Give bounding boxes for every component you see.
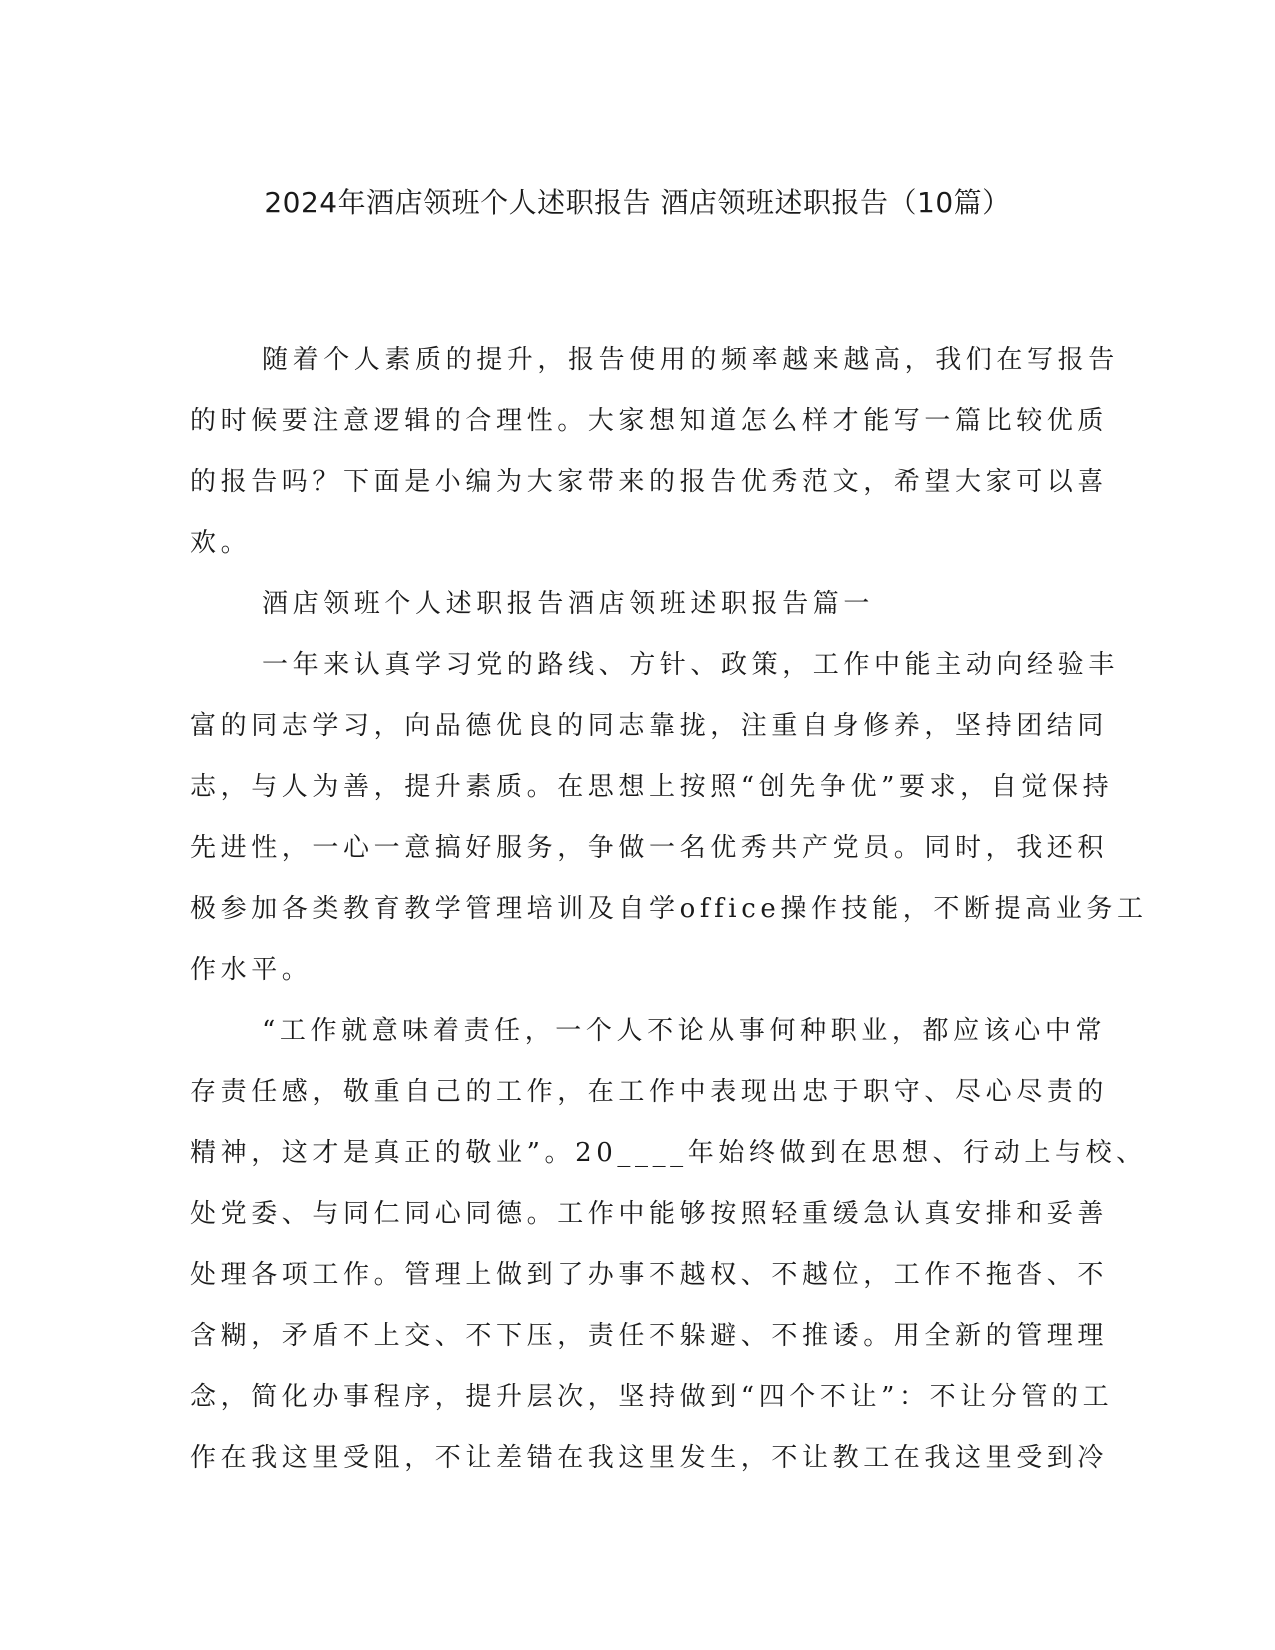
paragraph-line: 先进性，一心一意搞好服务，争做一名优秀共产党员。同时，我还积 [190,833,1109,863]
section-heading: 酒店领班个人述职报告酒店领班述职报告篇一 [262,589,875,619]
paragraph-line: 作水平。 [190,955,313,985]
paragraph-line: 作在我这里受阻，不让差错在我这里发生，不让教工在我这里受到冷 [190,1443,1109,1473]
paragraph-line: 念，简化办事程序，提升层次，坚持做到“四个不让”：不让分管的工 [190,1382,1114,1412]
paragraph-line: 的时候要注意逻辑的合理性。大家想知道怎么样才能写一篇比较优质 [190,406,1109,436]
paragraph-line: 欢。 [190,528,252,558]
paragraph-line: 处理各项工作。管理上做到了办事不越权、不越位，工作不拖沓、不 [190,1260,1109,1290]
paragraph-line: 随着个人素质的提升，报告使用的频率越来越高，我们在写报告 [262,345,1119,375]
paragraph-line: 极参加各类教育教学管理培训及自学office操作技能，不断提高业务工 [190,894,1148,924]
paragraph-line: 存责任感，敬重自己的工作，在工作中表现出忠于职守、尽心尽责的 [190,1077,1109,1107]
paragraph-line: 的报告吗？下面是小编为大家带来的报告优秀范文，希望大家可以喜 [190,467,1109,497]
paragraph-line: 富的同志学习，向品德优良的同志靠拢，注重自身修养，坚持团结同 [190,711,1109,741]
paragraph-line: 志，与人为善，提升素质。在思想上按照“创先争优”要求，自觉保持 [190,772,1114,802]
paragraph-line: 处党委、与同仁同心同德。工作中能够按照轻重缓急认真安排和妥善 [190,1199,1109,1229]
paragraph-line: 含糊，矛盾不上交、不下压，责任不躲避、不推诿。用全新的管理理 [190,1321,1109,1351]
paragraph-line: 精神，这才是真正的敬业”。20____年始终做到在思想、行动上与校、 [190,1138,1147,1168]
paragraph-line: 一年来认真学习党的路线、方针、政策，工作中能主动向经验丰 [262,650,1119,680]
document-title: 2024年酒店领班个人述职报告 酒店领班述职报告（10篇） [264,186,1011,219]
document-body [190,330,1148,1489]
paragraph-line: “工作就意味着责任，一个人不论从事何种职业，都应该心中常 [262,1016,1107,1046]
